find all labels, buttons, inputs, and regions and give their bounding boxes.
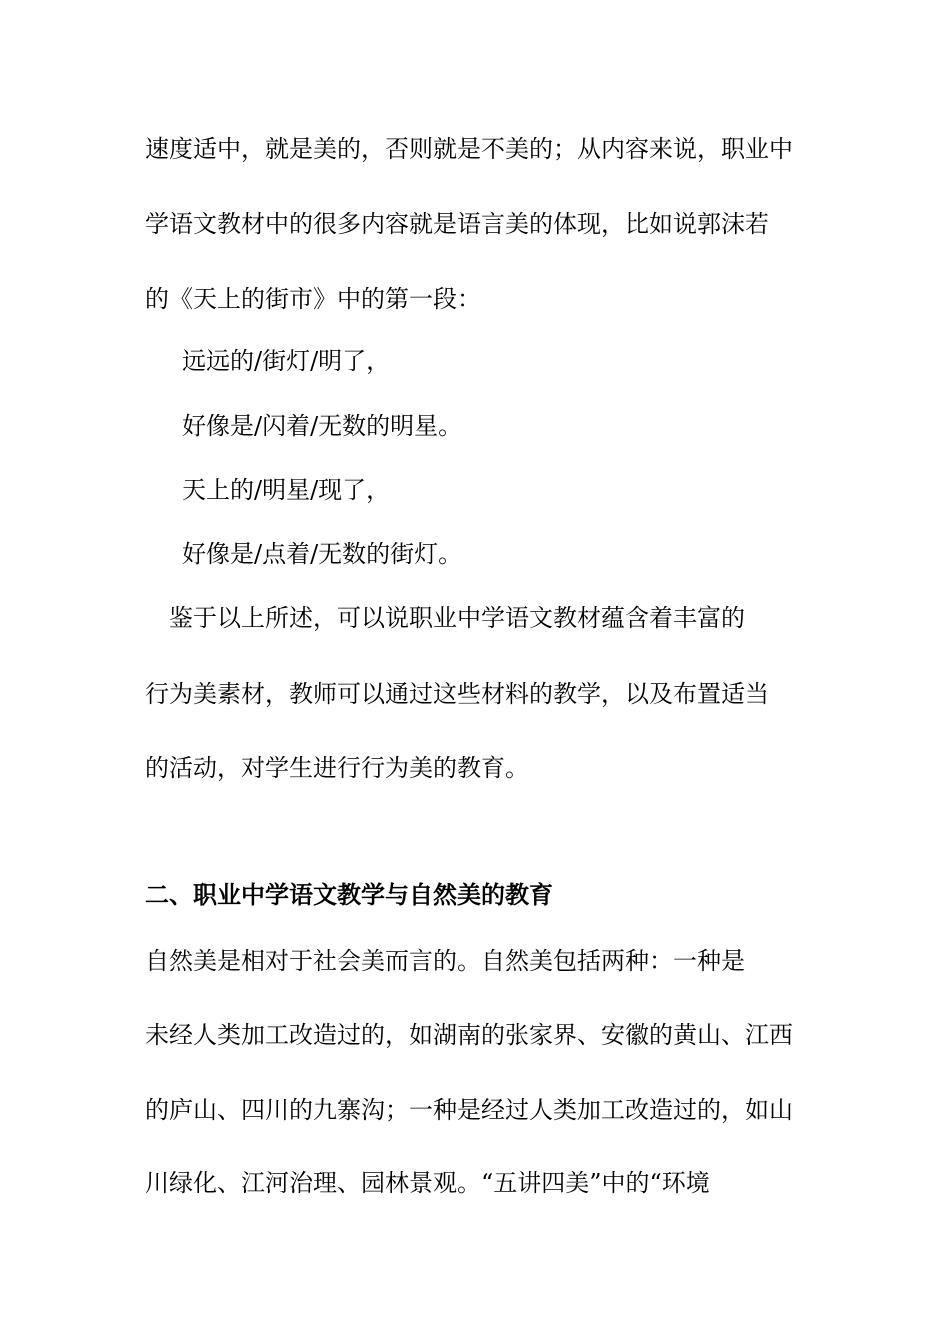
paragraph-line: 鉴于以上所述，可以说职业中学语文教材蕴含着丰富的 <box>145 604 745 632</box>
paragraph-line: 的庐山、四川的九寨沟；一种是经过人类加工改造过的，如山 <box>145 1096 793 1124</box>
poem-line: 远远的/街灯/明了， <box>182 347 391 375</box>
poem-line: 好像是/点着/无数的街灯。 <box>182 540 463 568</box>
paragraph-line: 自然美是相对于社会美而言的。自然美包括两种：一种是 <box>145 947 745 975</box>
poem-line: 天上的/明星/现了， <box>182 476 391 504</box>
section-heading: 二、职业中学语文教学与自然美的教育 <box>145 881 553 909</box>
poem-line: 好像是/闪着/无数的明星。 <box>182 412 463 440</box>
paragraph-line: 川绿化、江河治理、园林景观。“五讲四美”中的“环境 <box>145 1169 710 1197</box>
paragraph-line: 的活动，对学生进行行为美的教育。 <box>145 754 529 782</box>
paragraph-line: 速度适中，就是美的，否则就是不美的；从内容来说，职业中 <box>145 135 793 163</box>
paragraph-line: 学语文教材中的很多内容就是语言美的体现，比如说郭沫若 <box>145 210 769 238</box>
paragraph-line: 的《天上的街市》中的第一段： <box>145 285 481 313</box>
paragraph-line: 未经人类加工改造过的，如湖南的张家界、安徽的黄山、江西 <box>145 1021 793 1049</box>
paragraph-line: 行为美素材，教师可以通过这些材料的教学，以及布置适当 <box>145 680 769 708</box>
